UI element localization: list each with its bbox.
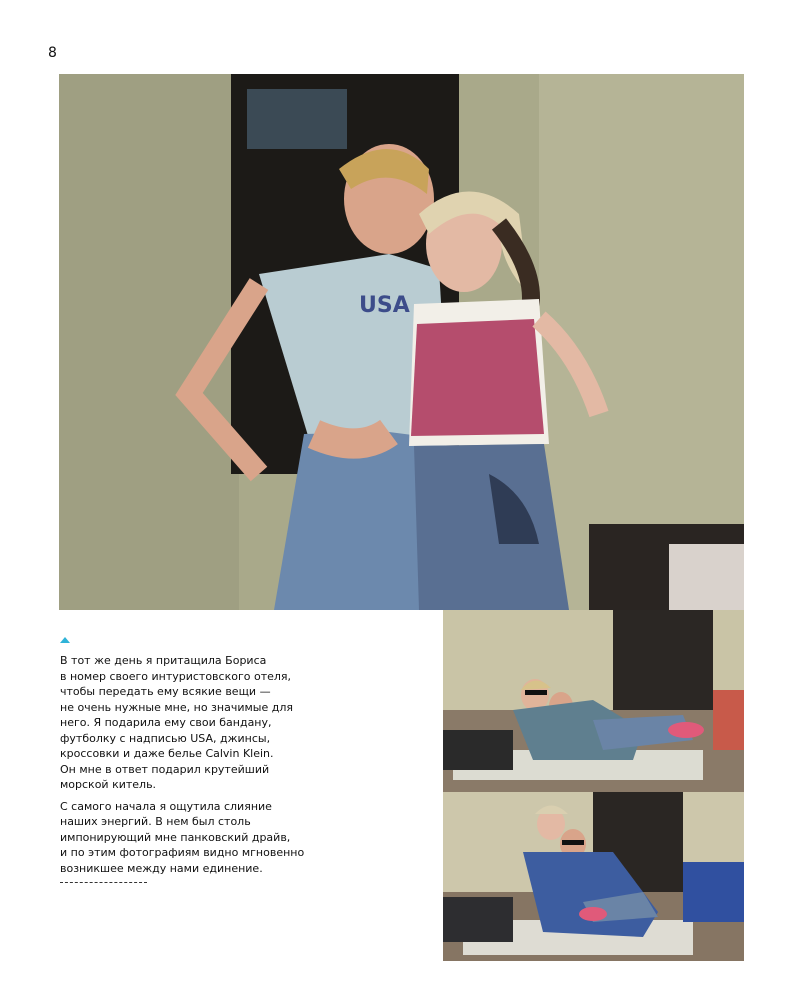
caption-line: футболку с надписью USA, джинсы, — [60, 731, 271, 745]
caption-marker-icon — [60, 637, 70, 643]
caption-line: чтобы передать ему всякие вещи — — [60, 685, 271, 698]
caption-line: кроссовки и даже белье Calvin Klein. — [60, 747, 274, 760]
caption-line: С самого начала я ощутила слияние — [60, 799, 272, 813]
caption-line: В тот же день я притащила Бориса — [60, 654, 267, 667]
caption-line: в номер своего интуристовского отеля, — [60, 669, 292, 683]
caption-line: не очень нужные мне, но значимые для — [60, 700, 293, 714]
caption-line: морской китель. — [60, 778, 157, 791]
caption-paragraph-1 — [60, 653, 310, 793]
section-divider — [60, 882, 147, 883]
caption-paragraph-2 — [60, 799, 310, 877]
caption-line: и по этим фотографиям видно мгновенно — [60, 846, 305, 859]
photo-caption — [60, 653, 310, 882]
page-number: 8 — [48, 45, 57, 61]
caption-line: Он мне в ответ подарил крутейший — [60, 762, 270, 776]
caption-line: него. Я подарила ему свои бандану, — [60, 716, 272, 729]
caption-line: наших энергий. В нем был столь — [60, 815, 251, 828]
main-photo — [59, 74, 744, 610]
photo-couple-on-bed-1 — [443, 610, 744, 792]
shirt-print-text: USA — [359, 293, 410, 318]
caption-line: импонирующий мне панковский драйв, — [60, 830, 291, 844]
photo-couple-on-bed-2 — [443, 792, 744, 961]
caption-line: возникшее между нами единение. — [60, 861, 263, 875]
